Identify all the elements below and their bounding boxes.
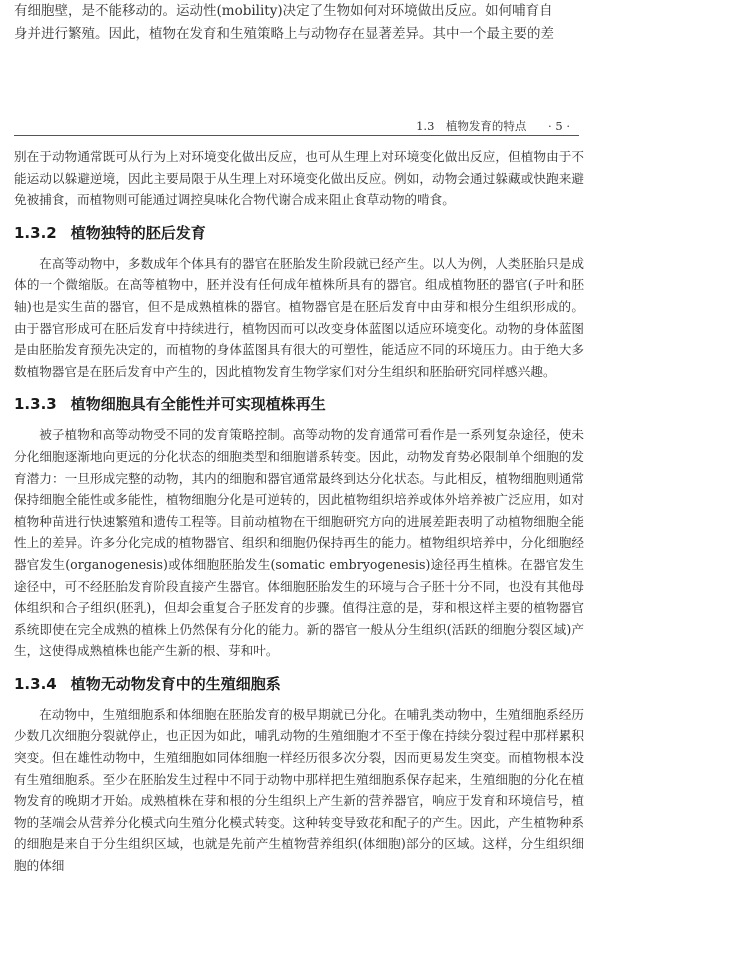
section-number: 1.3.2 bbox=[14, 223, 57, 242]
section-number: 1.3.3 bbox=[14, 395, 57, 414]
continuation-paragraph: 别在于动物通常既可从行为上对环境变化做出反应，也可从生理上对环境变化做出反应，但植物由于不能运动以躲避逆境，因此主要局限于从生理上对环境变化做出反应。例如，动物会通过躲藏或快跑来避免被捕食，而植物则可能通过调控臭味化合物代谢合成来阻止食草动物的啃食。 bbox=[14, 149, 584, 208]
section-title: 植物无动物发育中的生殖细胞系 bbox=[70, 674, 281, 693]
section-title: 植物独特的胚后发育 bbox=[70, 223, 206, 242]
header-rule bbox=[14, 135, 579, 136]
page-number: · 5 · bbox=[548, 119, 570, 133]
paragraph: 在动物中，生殖细胞系和体细胞在胚胎发育的极早期就已分化。在哺乳类动物中，生殖细胞系经历少数几次细胞分裂就停止，也正因为如此，哺乳动物的生殖细胞才不至于像在持续分裂过程中那样累积突变。但在雄性动物中，生殖细胞如同体细胞一样经历很多次分裂，因而更易发生突变。而植物根本没有生殖细胞系。至少在胚胎发生过程中不同于动物中那样把生殖细胞系保存起来，生殖细胞的分化在植物发育的晚期才开始。成熟植株在芽和根的分生组织上产生新的营养器官，响应于发育和环境信号，植物的茎端会从营养分化模式向生殖分化模式转变。这种转变导致花和配子的产生。因此，产生植物种系的细胞是来自于分生组织区域，也就是先前产生植物营养组织(体细胞)部分的区域。这样，分生组织细胞的体细 bbox=[14, 706, 584, 874]
paragraph: 在高等动物中，多数成年个体具有的器官在胚胎发生阶段就已经产生。以人为例，人类胚胎只是成体的一个微缩版。在高等植物中，胚并没有任何成年植株所具有的器官。组成植物胚的器官(子叶和胚轴)也是实生苗的器官，但不是成熟植株的器官。植物器官是在胚后发育中由芽和根分生组织形成的。由于器官形成可在胚后发育中持续进行，植物因而可以改变身体蓝图以适应环境变化。动物的身体蓝图是由胚胎发育预先决定的，而植物的身体蓝图具有很大的可塑性，能适应不同的环境压力。由于绝大多数植物器官是在胚后发育中产生的，因此植物发育生物学家们对分生组织和胚胎研究同样感兴趣。 bbox=[14, 255, 584, 379]
section-number: 1.3.4 bbox=[14, 674, 57, 693]
running-head-section: 1.3 植物发育的特点 bbox=[416, 119, 527, 133]
section-heading-1-3-4 bbox=[14, 672, 584, 696]
fragment-line-2: 身并进行繁殖。因此，植物在发育和生殖策略上与动物存在显著差异。其中一个最主要的差 bbox=[14, 26, 554, 42]
fragment-line-1: 有细胞壁，是不能移动的。运动性(mobility)决定了生物如何对环境做出反应。如何哺育自 bbox=[14, 3, 553, 19]
section-heading-1-3-3 bbox=[14, 392, 584, 416]
section-title: 植物细胞具有全能性并可实现植株再生 bbox=[70, 395, 326, 414]
page-gap bbox=[0, 52, 750, 116]
page-body bbox=[14, 146, 584, 877]
section-heading-1-3-2 bbox=[14, 221, 584, 245]
previous-page-fragment bbox=[14, 0, 734, 46]
paragraph: 被子植物和高等动物受不同的发育策略控制。高等动物的发育通常可看作是一系列复杂途径，使未分化细胞逐渐地向更远的分化状态的细胞类型和细胞谱系转变。因此，动物发育势必限制单个细胞的发育潜力：一旦形成完整的动物，其内的细胞和器官通常最终到达分化状态。与此相反，植物细胞则通常保持细胞全能性或多能性，植物细胞分化是可逆转的，因此植物组织培养或体外培养被广泛应用，如对植物种苗进行快速繁殖和遗传工程等。目前动植物在干细胞研究方向的进展差距表明了动植物细胞全能性上的差异。许多分化完成的植物器官、组织和细胞仍保持再生的能力。植物组织培养中，分化细胞经器官发生(organogenesis)或体细胞胚胎发生(somatic embryogenesis)途径再生植株。在器官发生途径中，可不经胚胎发育阶段直接产生器官。体细胞胚胎发生的环境与合子胚十分不同，也没有其他母体组织和合子组织(胚乳)，但却会重复合子胚发育的步骤。值得注意的是，芽和根这样主要的植物器官系统即使在完全成熟的植株上仍然保有分化的能力。新的器官一般从分生组织(活跃的细胞分裂区域)产生，这使得成熟植株也能产生新的根、芽和叶。 bbox=[14, 427, 584, 659]
running-head bbox=[0, 116, 750, 134]
